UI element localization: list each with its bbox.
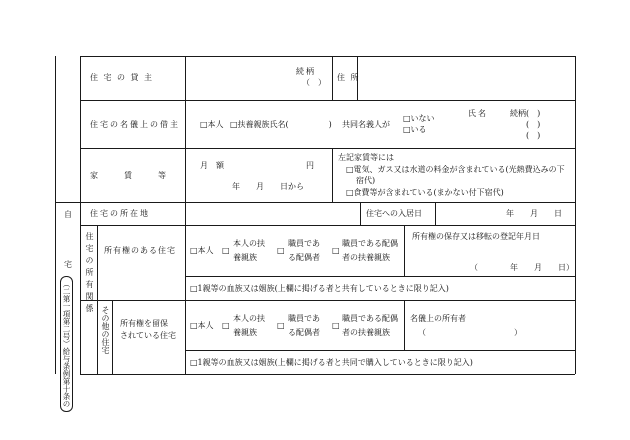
rule — [80, 374, 575, 375]
owned-spouse-box: □ — [277, 246, 285, 255]
nominal-owner-label: 名儀上の所有者 — [410, 314, 466, 323]
rent-monthly: 月 額 — [200, 161, 224, 170]
reserved-spouse-box: □ — [277, 321, 285, 330]
rent-option-meals: □食費等が含まれている(まかない付下宿代) — [346, 188, 504, 197]
rule — [55, 202, 575, 203]
owned-spouse-dep-box: □ — [332, 246, 340, 255]
other-housing-label: その他の住宅 — [101, 306, 110, 354]
borrower-dependent-option: □扶養親族氏名( ) — [230, 120, 332, 129]
rule — [55, 56, 56, 374]
reserved-spouse-dep-box: □ — [332, 321, 340, 330]
owned-self-option: □本人 — [190, 246, 214, 255]
rule — [185, 56, 186, 374]
rule — [80, 100, 575, 101]
rule — [80, 225, 575, 226]
owned-spouse-dep-line1: 職員である配偶 — [342, 239, 398, 248]
ownership-group-label: 住宅の所有関係 — [85, 232, 94, 316]
rent-yen: 円 — [306, 161, 314, 170]
rule — [404, 300, 405, 350]
owned-dep-line2: 養親族 — [233, 253, 257, 262]
rule — [80, 56, 81, 374]
rent-option-utilities-cont: 宿代) — [356, 176, 376, 185]
borrower-label: 住宅の名儀上の借主 — [90, 120, 180, 129]
co-signer-name-header: 氏名 — [468, 109, 488, 118]
reserved-self-option: □本人 — [190, 321, 214, 330]
registry-label: 所有権の保存又は移転の登記年月日 — [412, 232, 540, 241]
rent-option-utilities: □電気、ガス又は水道の料金が含まれている(光熱費込みの下 — [346, 165, 565, 174]
rule — [332, 148, 333, 202]
rule — [575, 56, 576, 374]
rule — [332, 56, 333, 100]
lender-address-label: 住所 — [337, 73, 364, 82]
owned-dep-box: □ — [222, 246, 230, 255]
lender-label: 住宅の貸主 — [90, 73, 158, 82]
owned-label: 所有権のある住宅 — [104, 246, 176, 255]
move-in-date: 年 月 日 — [506, 209, 562, 218]
lender-relationship-paren: （ ） — [302, 78, 326, 87]
rent-note-heading: 左記家賃等には — [338, 153, 394, 162]
owned-spouse-line1: 職員であ — [288, 239, 320, 248]
rule — [185, 276, 575, 277]
rent-from-date: 年 月 日から — [232, 182, 304, 191]
rule — [97, 225, 98, 374]
registry-date: （ 年 月 日） — [470, 263, 574, 272]
reserved-spouse-dep-line2: 者の扶養親族 — [342, 328, 390, 337]
co-signer-exist: □いる — [403, 125, 427, 134]
side-char-top: 自 — [64, 210, 72, 219]
rule — [404, 225, 405, 276]
owned-spouse-line2: る配偶者 — [288, 253, 320, 262]
reserved-spouse-line1: 職員であ — [288, 314, 320, 323]
reserved-label-line2: されている住宅 — [120, 331, 176, 340]
co-signer-relation-header: 続柄( ) — [510, 109, 541, 118]
side-parenthetical: （二第一項第二号）給与条例第十条の — [60, 276, 73, 412]
side-char-bottom: 宅 — [64, 260, 72, 269]
co-signer-paren: ( ) — [526, 120, 541, 129]
rule — [185, 350, 575, 351]
reserved-dep-box: □ — [222, 321, 230, 330]
owned-relative-note: □1親等の血族又は姻族(上欄に掲げる者と共有しているときに限り記入) — [190, 284, 449, 293]
reserved-spouse-dep-line1: 職員である配偶 — [342, 314, 398, 323]
reserved-label-line1: 所有権を留保 — [120, 319, 168, 328]
nominal-owner-paren: （ ） — [418, 328, 522, 337]
co-signer-paren: ( ) — [526, 131, 541, 140]
owned-dep-line1: 本人の扶 — [233, 239, 265, 248]
location-label: 住宅の所在地 — [90, 209, 150, 218]
rule — [80, 148, 575, 149]
rule — [112, 300, 113, 374]
owned-spouse-dep-line2: 者の扶養親族 — [342, 253, 390, 262]
rent-label: 家賃等 — [90, 171, 192, 180]
reserved-relative-note: □1親等の血族又は姻族(上欄に掲げる者と共同で購入しているときに限り記入) — [190, 358, 473, 367]
rule — [360, 202, 361, 225]
lender-relationship: 続柄 — [296, 67, 316, 76]
rule — [435, 202, 436, 225]
co-signer-label: 共同名義人が — [342, 120, 390, 129]
rule — [80, 56, 575, 57]
rule — [80, 300, 575, 301]
reserved-spouse-line2: る配偶者 — [288, 328, 320, 337]
reserved-dep-line1: 本人の扶 — [233, 314, 265, 323]
move-in-label: 住宅への入居日 — [366, 209, 422, 218]
co-signer-not-exist: □いない — [403, 114, 435, 123]
borrower-self-option: □本人 — [200, 120, 224, 129]
reserved-dep-line2: 養親族 — [233, 328, 257, 337]
